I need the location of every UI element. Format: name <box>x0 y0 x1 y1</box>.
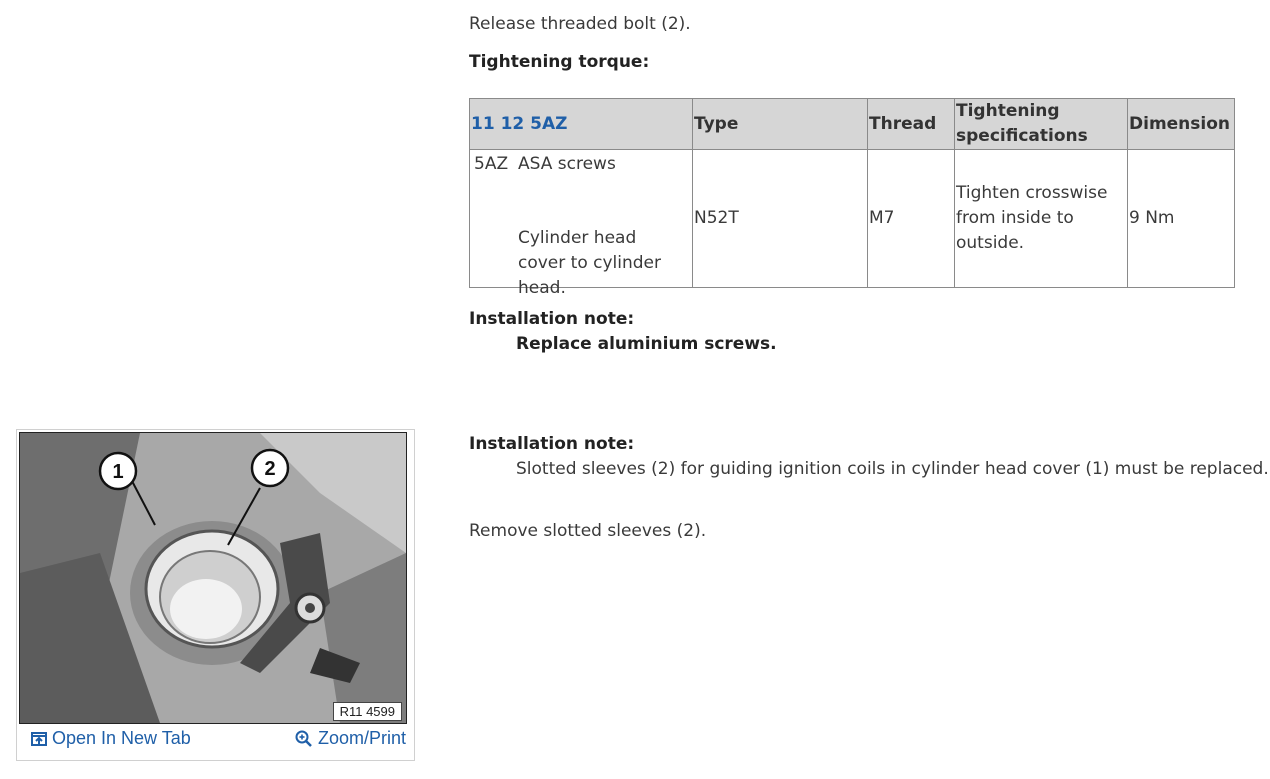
item-name: ASA screws <box>518 154 616 174</box>
cell-spec: Tighten crosswise from inside to outside. <box>955 150 1128 288</box>
figure-panel <box>16 429 415 761</box>
figure-photo[interactable] <box>19 432 407 724</box>
header-spec: Tightening specifications <box>955 99 1128 150</box>
magnifier-plus-icon <box>295 730 313 748</box>
installation-note-text-2: Slotted sleeves (2) for guiding ignition coils in cylinder head cover (1) must be replaced. <box>516 459 1269 479</box>
table-row <box>470 150 1235 288</box>
zoom-print-link[interactable] <box>295 728 406 749</box>
header-dimension: Dimension <box>1128 99 1235 150</box>
step-remove-sleeves: Remove slotted sleeves (2). <box>469 521 707 541</box>
cell-thread: M7 <box>868 150 955 288</box>
cell-dimension: 9 Nm <box>1128 150 1235 288</box>
open-tab-icon <box>31 731 47 747</box>
cell-type: N52T <box>693 150 868 288</box>
slotted-sleeve-illustration <box>20 433 406 723</box>
installation-note-text-1: Replace aluminium screws. <box>516 334 777 354</box>
callout-2: 2 <box>264 458 276 480</box>
item-code: 5AZ <box>474 154 509 174</box>
figure-reference-id: R11 4599 <box>333 702 402 721</box>
installation-note-label-1: Installation note: <box>469 309 635 329</box>
open-in-new-tab-link[interactable] <box>31 728 191 749</box>
callout-1: 1 <box>112 461 124 483</box>
zoom-print-label: Zoom/Print <box>317 728 406 748</box>
torque-table <box>469 98 1235 298</box>
item-description: Cylinder head cover to cylinder head. <box>518 228 661 298</box>
step-release-bolt: Release threaded bolt (2). <box>469 14 691 34</box>
header-thread: Thread <box>868 99 955 150</box>
header-code-link[interactable]: 11 12 5AZ <box>470 99 693 150</box>
open-in-new-tab-label: Open In New Tab <box>52 728 191 748</box>
cell-item <box>470 150 693 298</box>
installation-note-label-2: Installation note: <box>469 434 635 454</box>
table-header-row <box>470 99 1235 150</box>
torque-heading: Tightening torque: <box>469 52 650 72</box>
header-type: Type <box>693 99 868 150</box>
